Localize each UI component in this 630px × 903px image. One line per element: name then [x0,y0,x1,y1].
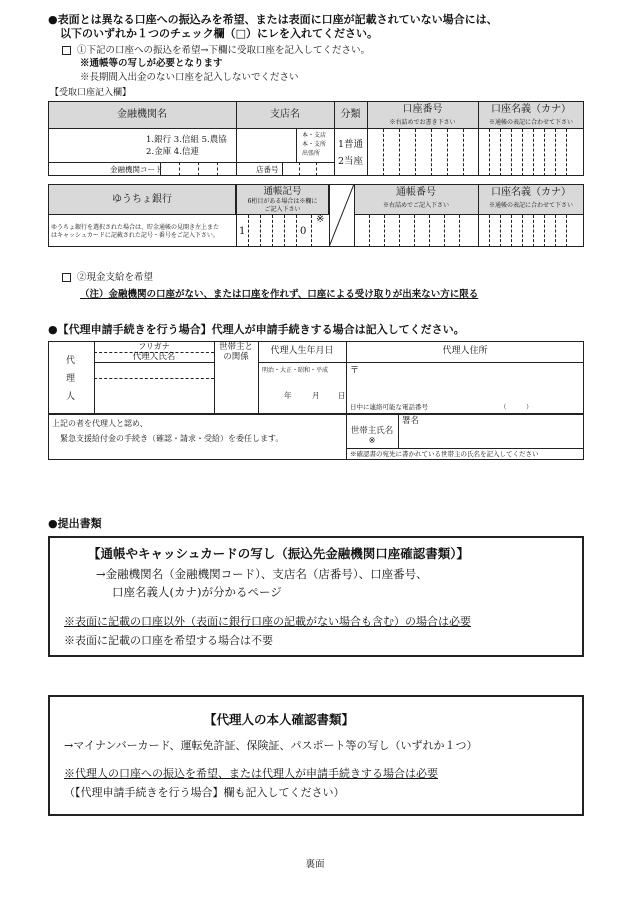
yucho-header-number: 通帳番号 [396,187,436,198]
institution-code-label: 金融機関コード [110,165,163,174]
yucho-mark-star: ※ [316,214,325,225]
docs-box1-line-1: →金融機関名（金融機関コード）、支店名（店番号）、口座番号、 [96,567,428,581]
yucho-header-mark: 通帳記号 [263,186,302,197]
agent-name-label: 代理人氏名 [132,352,176,362]
docs-box2-line-1: →マイナンバーカード、運転免許証、保険証、パスポート等の写し（いずれか１つ） [64,739,478,752]
option-cash-label: ②現金支給を希望 [77,272,154,283]
option-cash-checkbox[interactable] [62,273,71,282]
householder-name-label: 世帯主氏名 [350,426,394,436]
bank-header-account-note: ※右詰めでお書き下さい [389,119,456,126]
yucho-header-number-note: ※右詰めでご記入下さい [382,202,449,209]
yucho-header-holder-note: ※通帳の表記に合わせて下さい [488,202,573,209]
agent-relation-label-1: 世帯主と [218,342,253,352]
docs-box2-note-2: （【代理申請手続きを行う場合】欄も記入してください） [64,786,345,799]
account-number-field[interactable] [369,131,477,175]
yucho-header-mark-note: 6桁目がある場合は※欄に [247,198,318,205]
docs-box1-title: 【通帳やキャッシュカードの写し（振込先金融機関口座確認書類）】 [88,546,470,561]
institution-types-2: 2.金庫 4.信連 [146,147,199,157]
intro-line-1: ●表面とは異なる口座への振込みを希望、または表面に口座が記載されていない場合には、 [48,13,498,26]
yucho-header-holder: 口座名義（カナ） [491,187,571,198]
yucho-desc-2: はキャッシュカードに記載された記号・番号をご記入下さい。 [51,232,219,239]
agent-side-3: 人 [66,392,76,402]
docs-box1-note-1: ※表面に記載の口座以外（表面に銀行口座の記載がない場合も含む）の場合は必要 [64,615,471,628]
agent-dob-day: 日 [338,391,346,400]
agent-heading: ●【代理申請手続きを行う場合】代理人が申請手続きする場合は記入してください。 [48,323,465,336]
agent-address-label: 代理人住所 [442,346,488,356]
option-cash-row [62,270,153,285]
yucho-header-bank: ゆうちょ銀行 [112,194,172,205]
agent-relation-field[interactable] [216,364,257,412]
option-bank-label: ①下記の口座への振込を希望→下欄に受取口座を記入してください。 [77,45,370,56]
option-bank-row [62,43,370,58]
agent-side-2: 理 [66,374,76,384]
yucho-desc-1: ゆうちょ銀行を選択された場合は、貯金通帳の見開き左上また [51,224,220,231]
intro-line-2: 以下のいずれか１つのチェック欄（□）にレを入れてください。 [60,27,379,40]
bank-header-holder-note: ※通帳の表記に合わせて下さい [488,119,573,126]
yucho-mark-field[interactable] [238,216,328,246]
account-type-1: 1普通 [338,139,364,150]
yucho-mark-digit-0: 0 [300,226,307,237]
option-bank-note-1: ※通帳等の写しが必要となります [80,58,223,69]
docs-box1-note-2: ※表面に記載の口座を希望する場合は不要 [64,634,273,647]
bank-section-title: 【受取口座記入欄】 [50,88,132,98]
branch-number-label: 店番号 [256,165,279,174]
agent-phone-label: 日中に連絡可能な電話番号 [350,403,428,411]
bank-header-institution: 金融機関名 [117,109,167,120]
bank-header-type: 分類 [340,109,361,120]
householder-note: ※確認書の宛先に書かれている世帯主の氏名を記入してください [350,450,539,458]
agent-dob-label: 代理人生年月日 [270,346,334,356]
yucho-header-mark-note-2: ご記入下さい [264,206,301,213]
agent-dob-month: 月 [312,391,320,400]
branch-name-field[interactable] [238,131,294,160]
agent-dob-year: 年 [284,391,292,400]
yucho-mark-digit-1: 1 [239,226,246,237]
cash-note: （注）金融機関の口座がない、または口座を作れず、口座による受け取りが出来ない方に限る [80,289,479,300]
branch-type-1: 本・支店 [302,132,327,139]
agent-address-field[interactable] [350,377,580,401]
agent-name-field[interactable] [96,364,213,412]
agent-furigana-label: フリガナ [138,342,170,351]
agent-postal-mark: 〒 [350,366,360,376]
branch-type-3: 出張所 [302,150,321,157]
branch-type-2: 本・支所 [302,141,327,148]
agent-relation-label-2: の関係 [223,352,249,362]
docs-box2-title: 【代理人の本人確認書類】 [204,712,355,727]
agent-side-1: 代 [66,356,76,366]
option-bank-note-2: ※長期間入出金のない口座を記入しないでください [80,72,299,83]
yucho-gap-slash [329,184,354,247]
option-bank-checkbox[interactable] [62,46,71,55]
docs-heading: ●提出書類 [48,517,102,530]
agent-era-options[interactable]: 明治・大正・昭和・平成 [262,367,329,374]
householder-name-star: ※ [368,436,376,446]
docs-box1-line-2: 口座名義人(カナ)が分かるページ [112,585,282,599]
bank-header-holder: 口座名義（カナ） [491,104,571,115]
page-side-label: 裏面 [305,859,325,870]
institution-name-field[interactable] [50,131,142,160]
delegate-line-2: 緊急支援給付金の手続き（確認・請求・受給）を委任します。 [60,434,284,443]
institution-types-1: 1.銀行 3.信組 5.農協 [146,135,227,145]
yucho-holder-field[interactable] [480,216,583,246]
bank-header-account: 口座番号 [402,104,443,115]
docs-box2-note-1: ※代理人の口座への振込を希望、または代理人が申請手続きする場合は必要 [64,767,438,780]
account-type-2: 2当座 [338,156,364,167]
signature-field[interactable] [400,428,582,447]
bank-header-branch: 支店名 [270,109,300,120]
yucho-number-field[interactable] [356,216,477,246]
account-holder-field[interactable] [480,131,583,175]
agent-phone-paren: （ ） [500,403,533,411]
delegate-line-1: 上記の者を代理人と認め、 [52,419,148,428]
signature-label: 署名 [402,416,420,426]
